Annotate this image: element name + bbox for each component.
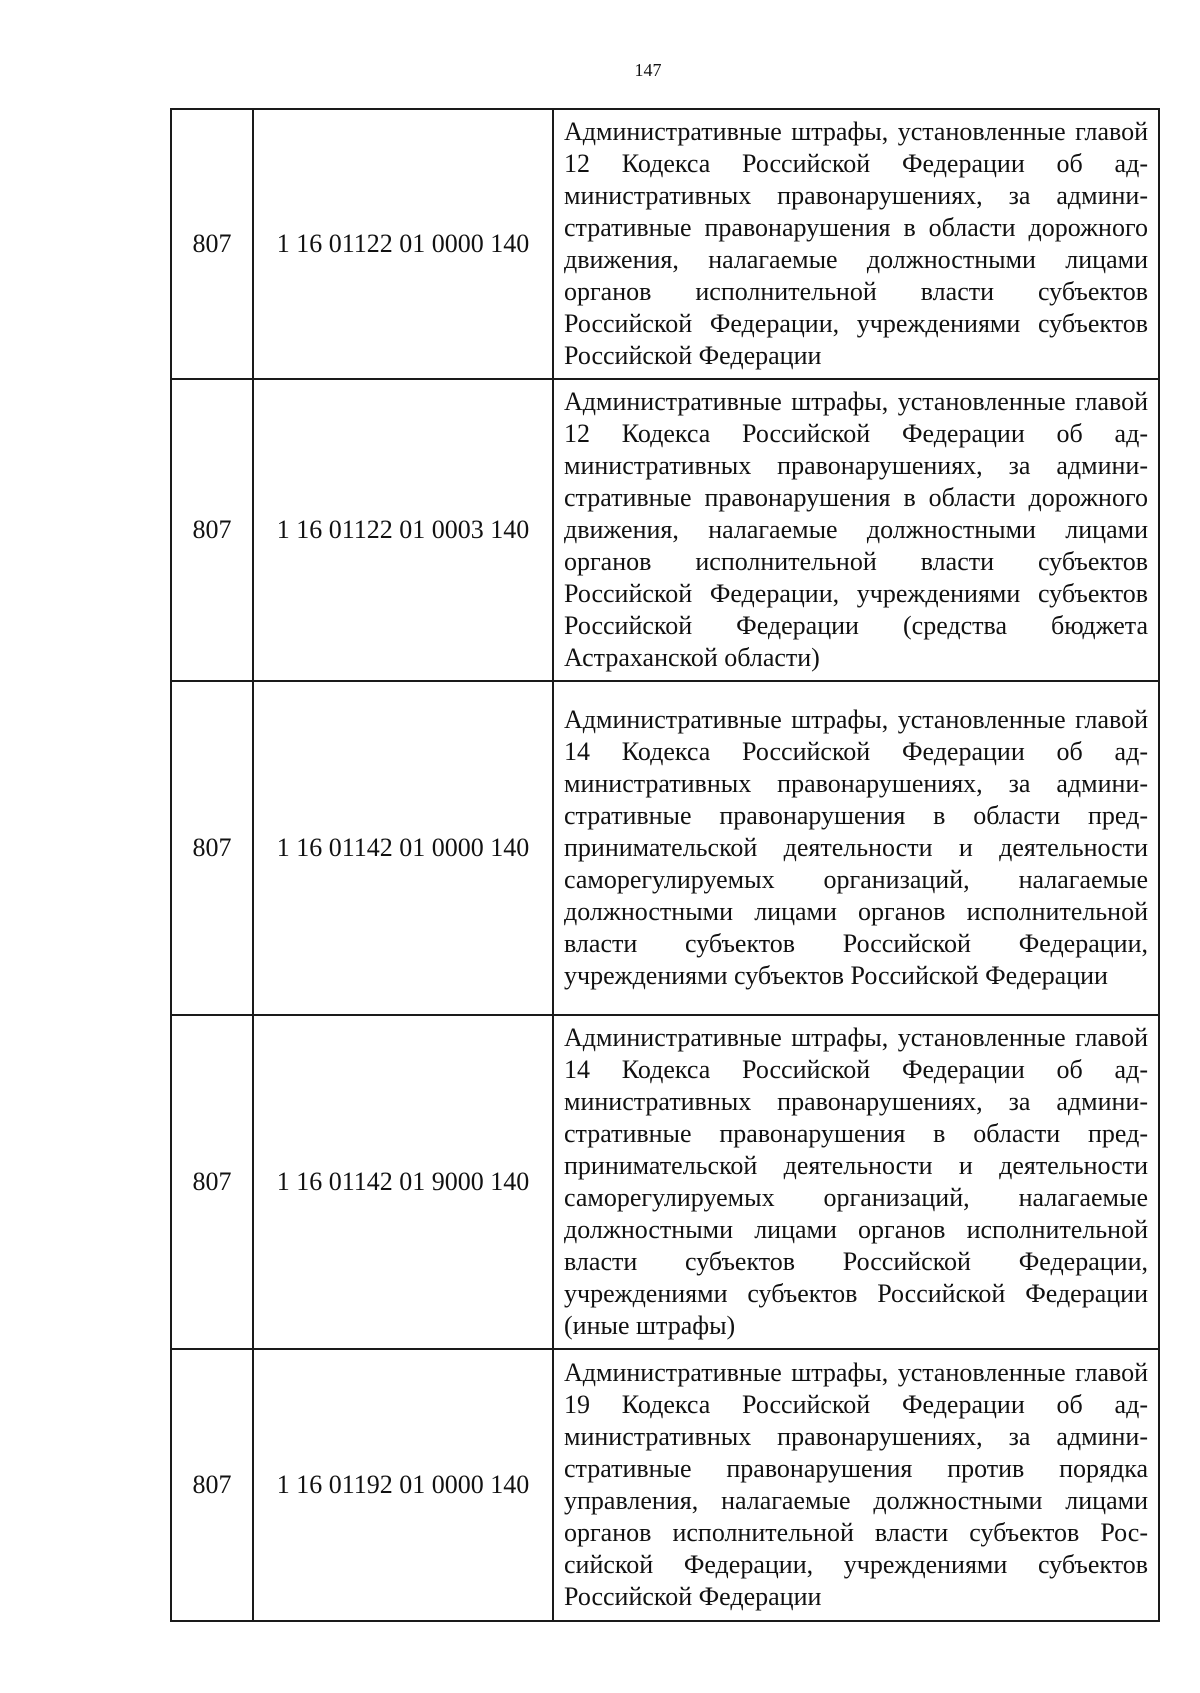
table-row bbox=[171, 379, 1159, 681]
table-row bbox=[171, 681, 1159, 1015]
budget-code-cell: 1 16 01192 01 0000 140 bbox=[253, 1349, 553, 1621]
table-row bbox=[171, 1015, 1159, 1349]
budget-code-cell: 1 16 01122 01 0000 140 bbox=[253, 109, 553, 379]
description-cell: Административные штрафы, установленные главой 14 Кодекса Российской Федерации об административных правонарушениях, за административные правонарушения в области предпринимательской деятельности и деятельности саморегулируемых организаций, налагаемые должностными лицами органов исполнительной власти субъектов Российской Федерации, учреждениями субъектов Российской Федерации (иные штрафы) bbox=[553, 1015, 1159, 1349]
revenue-codes-table bbox=[170, 108, 1160, 1622]
budget-code-cell: 1 16 01122 01 0003 140 bbox=[253, 379, 553, 681]
admin-code-cell: 807 bbox=[171, 681, 253, 1015]
description-cell: Административные штрафы, установленные главой 12 Кодекса Российской Федерации об административных правонарушениях, за административные правонарушения в области дорожного движения, налагаемые должностными лицами органов исполнительной власти субъектов Российской Федерации, учреждениями субъектов Российской Федерации (средства бюджета Астраханской области) bbox=[553, 379, 1159, 681]
admin-code-cell: 807 bbox=[171, 109, 253, 379]
description-cell: Административные штрафы, установленные главой 19 Кодекса Российской Федерации об административных правонарушениях, за административные правонарушения против порядка управления, налагаемые должностными лицами органов исполнительной власти субъектов Российской Федерации, учреждениями субъектов Российской Федерации bbox=[553, 1349, 1159, 1621]
page-number: 147 bbox=[634, 60, 662, 80]
description-cell: Административные штрафы, установленные главой 14 Кодекса Российской Федерации об административных правонарушениях, за административные правонарушения в области предпринимательской деятельности и деятельности саморегулируемых организаций, налагаемые должностными лицами органов исполнительной власти субъектов Российской Федерации, учреждениями субъектов Российской Федерации bbox=[553, 681, 1159, 1015]
admin-code-cell: 807 bbox=[171, 1015, 253, 1349]
table-row bbox=[171, 109, 1159, 379]
description-cell: Административные штрафы, установленные главой 12 Кодекса Российской Федерации об административных правонарушениях, за административные правонарушения в области дорожного движения, налагаемые должностными лицами органов исполнительной власти субъектов Российской Федерации, учреждениями субъектов Российской Федерации bbox=[553, 109, 1159, 379]
admin-code-cell: 807 bbox=[171, 379, 253, 681]
table-row bbox=[171, 1349, 1159, 1621]
budget-code-cell: 1 16 01142 01 9000 140 bbox=[253, 1015, 553, 1349]
budget-code-cell: 1 16 01142 01 0000 140 bbox=[253, 681, 553, 1015]
admin-code-cell: 807 bbox=[171, 1349, 253, 1621]
